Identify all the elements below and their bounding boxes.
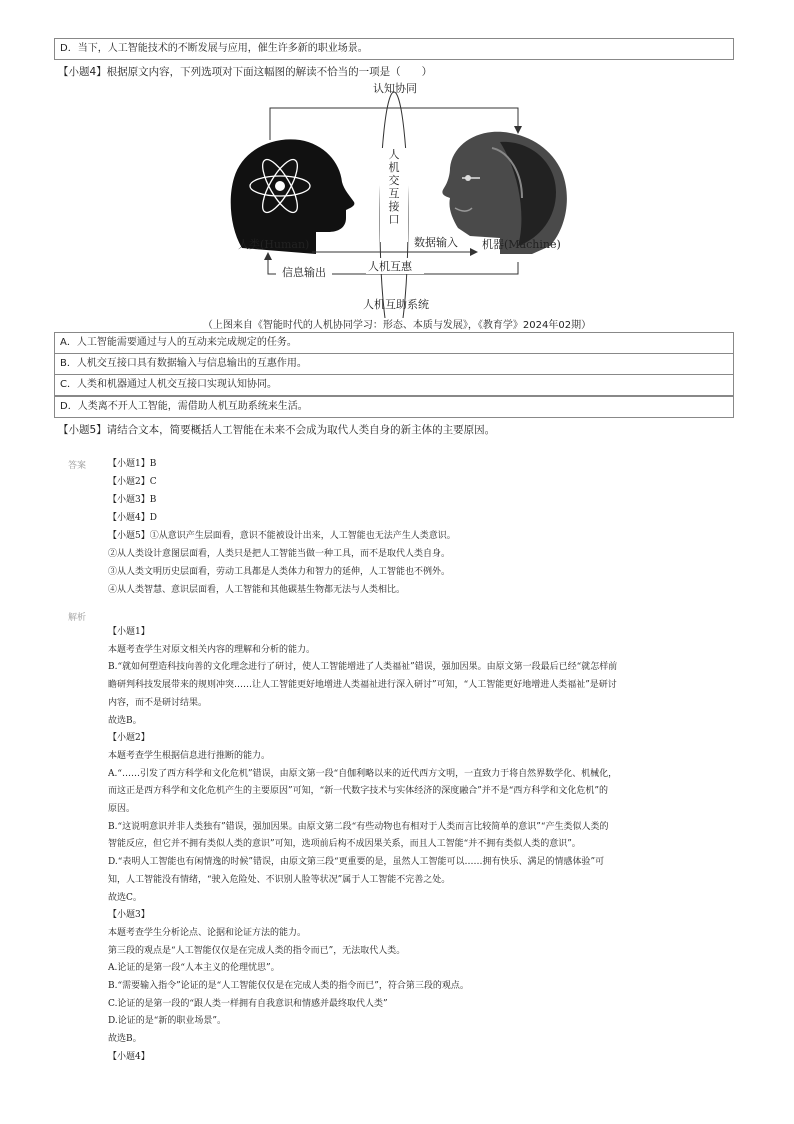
answer-line: ③从人类文明历史层面看，劳动工具都是人类体力和智力的延伸，人工智能也不例外。 [108,567,451,577]
analysis-line: B.“这说明意识并非人类独有”错误，强加因果。由原文第二段“有些动物也有相对于人类而言比较简单的意识”“产生类似人类的 [108,821,609,832]
analysis-line: 内容，而不是研讨结果。 [108,697,208,708]
analysis-line: 本题考查学生分析论点、论据和论证方法的能力。 [108,927,307,938]
analysis-line: 故选B。 [108,715,142,726]
analysis-list [108,624,722,1067]
human-head-icon [231,139,355,254]
mutual-benefit-label: 人机互惠 [368,260,412,273]
option-text: B．人机交互接口具有数据输入与信息输出的互惠作用。 [60,358,307,369]
option-row-b [54,353,734,375]
option-text: A．人工智能需要通过与人的互动来完成规定的任务。 [60,337,297,348]
option-text: C．人类和机器通过人机交互接口实现认知协同。 [60,379,277,390]
answer-list [108,455,718,599]
system-label: 人机互助系统 [363,298,429,311]
analysis-line: 智能反应，但它并不拥有类似人类的意识”可知，选项前后构不成因果关系，而且人工智能“并不拥有类似人类的意识”。 [108,839,581,850]
option-row-d [54,396,734,418]
analysis-line: 故选C。 [108,892,142,903]
analysis-line: 【小题2】 [108,733,150,744]
analysis-line: B.“就如何塑造科技向善的文化理念进行了研讨，使人工智能增进了人类福祉”错误，强加因果。由原文第一段最后已经“就怎样前 [108,662,618,673]
question-4-stem: 【小题4】根据原文内容，下列选项对下面这幅图的解读不恰当的一项是（ ） [58,66,433,78]
analysis-line: 第三段的观点是“人工智能仅仅是在完成人类的指令而已”，无法取代人类。 [108,945,406,956]
analysis-line: 本题考查学生根据信息进行推断的能力。 [108,750,271,761]
analysis-line: C.论证的是第一段的“跟人类一样拥有自我意识和情感并最终取代人类” [108,998,388,1009]
option-row-top [54,38,734,60]
answer-line: ④从人类智慧、意识层面看，人工智能和其他碳基生物都无法与人类相比。 [108,585,406,595]
data-input-label: 数据输入 [414,236,458,249]
human-machine-diagram [200,78,600,318]
analysis-line: D.论证的是“新的职业场景”。 [108,1016,226,1027]
analysis-line: 而这正是西方科学和文化危机产生的主要原因”可知，“新一代数字技术与实体经济的深度融合”并不是“西方科学和文化危机”的 [108,786,609,797]
analysis-line: 【小题1】 [108,627,150,637]
machine-label: 机器(Machine) [482,238,561,251]
answer-line: 【小题1】B [108,459,157,469]
machine-head-icon [442,132,566,254]
info-output-label: 信息输出 [282,266,326,279]
analysis-line: 知，人工智能没有情绪，“驶入危险处、不识别人脸等状况”属于人工智能不完善之处。 [108,874,451,885]
analysis-line: 【小题4】 [108,1051,150,1062]
answer-line: 【小题5】①从意识产生层面看，意识不能被设计出来，人工智能也无法产生人类意识。 [108,531,456,541]
analysis-line: 【小题3】 [108,910,150,921]
analysis-label: 解析 [68,613,87,623]
answer-label: 答案 [68,461,87,471]
answer-line: 【小题3】B [108,495,157,505]
answer-line: 【小题2】C [108,477,157,487]
analysis-line: A.论证的是第一段“人本主义的伦理忧思”。 [108,963,280,974]
analysis-line: D.“表明人工智能也有闲情逸的时候”错误，由原文第三段“更重要的是，虽然人工智能可以……拥有快乐、满足的情感体验”可 [108,857,605,868]
analysis-line: 原因。 [108,804,136,815]
option-text: D．当下，人工智能技术的不断发展与应用，催生许多新的职业场景。 [60,43,368,54]
human-label: 人类(Human) [238,238,310,251]
analysis-line: 故选B。 [108,1034,142,1045]
question-5-stem: 【小题5】请结合文本，简要概括人工智能在未来不会成为取代人类自身的新主体的主要原因。 [58,424,496,436]
figure-source: （上图来自《智能时代的人机协同学习：形态、本质与发展》，《教育学》2024年02期） [202,320,592,331]
analysis-line: B.“需要输入指令”论证的是“人工智能仅仅是在完成人类的指令而已”，符合第三段的观点。 [108,981,469,992]
option-text: D．人类离不开人工智能，需借助人机互助系统来生活。 [60,401,308,412]
analysis-line: 本题考查学生对原文相关内容的理解和分析的能力。 [108,644,316,655]
interface-label: 人机交互接口 [388,148,400,226]
option-row-c [54,374,734,396]
option-row-a [54,332,734,354]
answer-line: ②从人类设计意图层面看，人类只是把人工智能当做一种工具，而不是取代人类自身。 [108,549,451,559]
analysis-line: A.“……引发了西方科学和文化危机”错误，由原文第一段“自伽利略以来的近代西方文明，一直致力于将自然界数学化、机械化， [108,768,618,779]
answer-line: 【小题4】D [108,513,157,523]
top-label: 认知协同 [373,82,417,95]
analysis-line: 瞻研判科技发展带来的规则冲突……让人工智能更好地增进人类福祉进行深入研讨”可知，“人工智能更好地增进人类福祉”是研讨 [108,680,617,691]
